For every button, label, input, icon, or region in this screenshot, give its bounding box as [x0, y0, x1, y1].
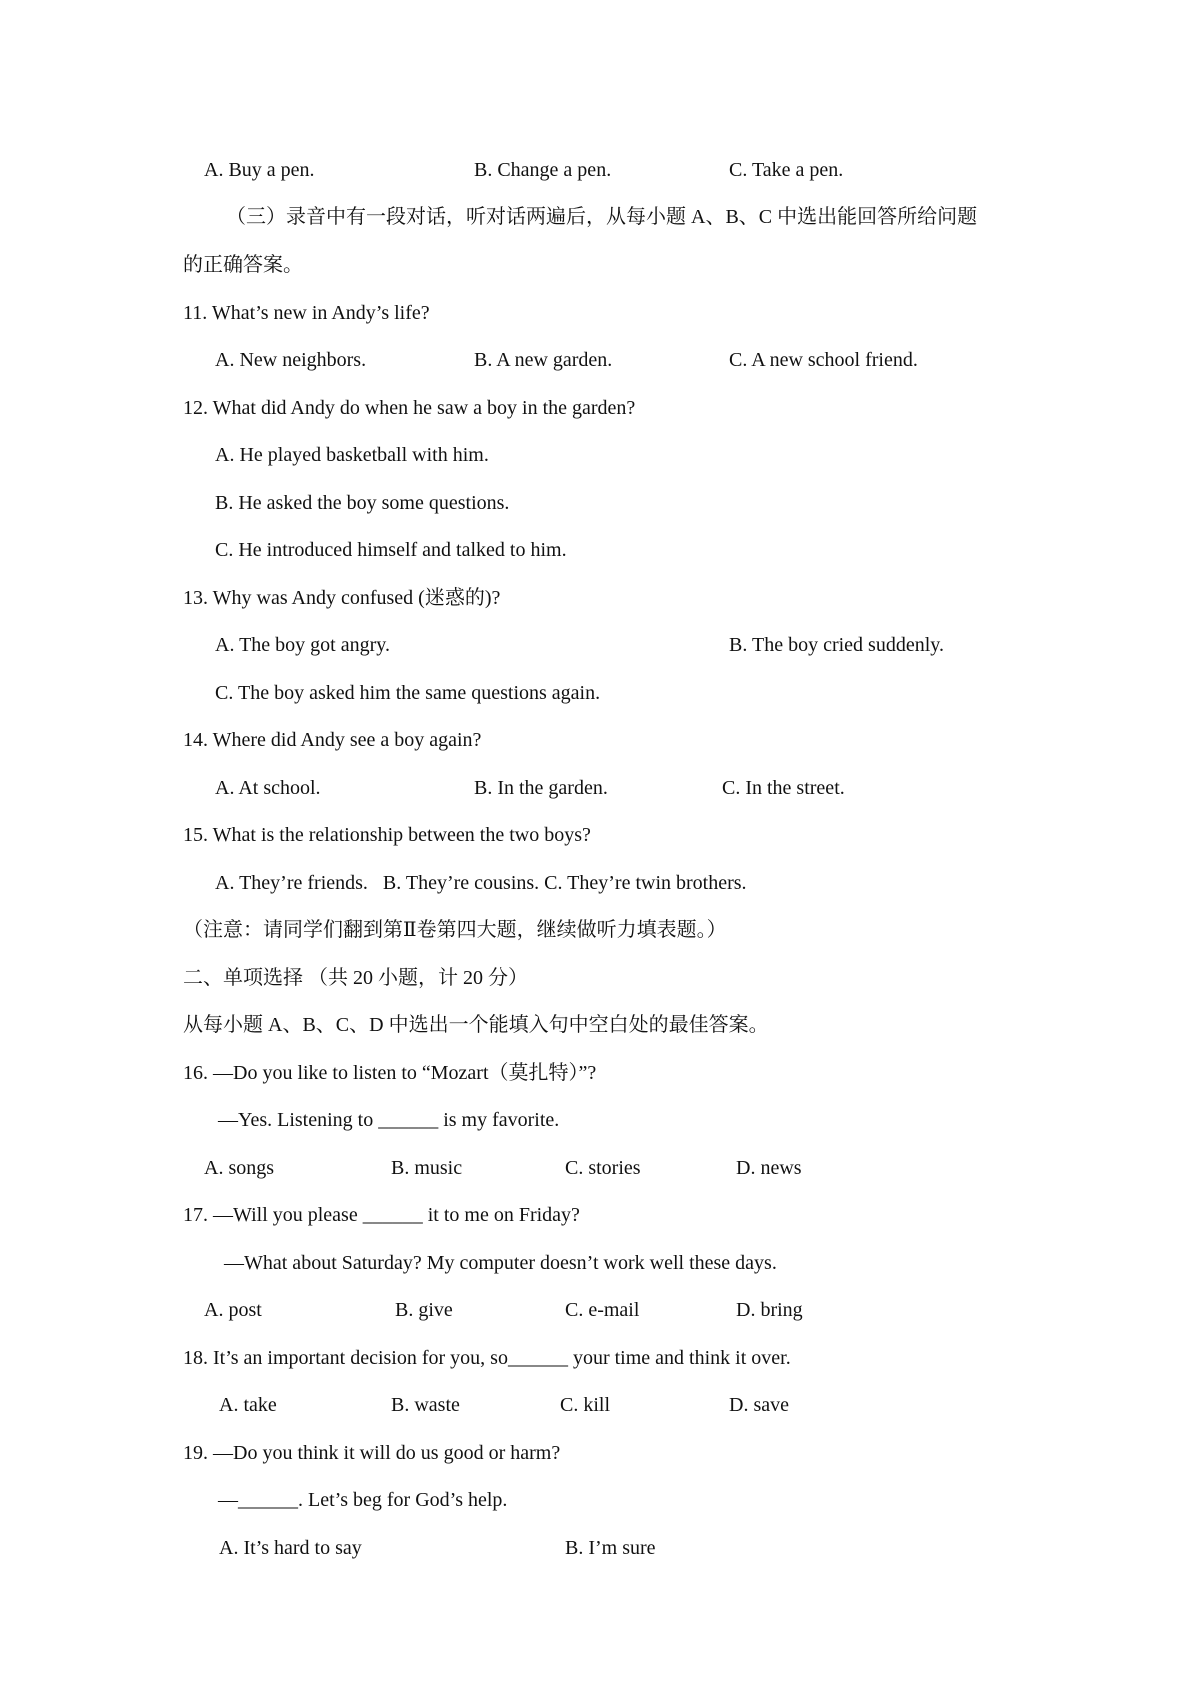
q18-option-b: B. waste — [391, 1394, 460, 1416]
q16-reply: —Yes. Listening to ______ is my favorite. — [218, 1109, 560, 1131]
section3-instruction-line1: （三）录音中有一段对话，听对话两遍后，从每小题 A、B、C 中选出能回答所给问题 — [226, 206, 978, 228]
q12-question: 12. What did Andy do when he saw a boy in the garden? — [183, 397, 636, 419]
q13-option-c: C. The boy asked him the same questions again. — [215, 682, 601, 704]
section3-instruction-line2: 的正确答案。 — [183, 254, 303, 276]
q13-option-b: B. The boy cried suddenly. — [729, 634, 944, 656]
q11-option-a: A. New neighbors. — [215, 349, 367, 371]
q10-option-b: B. Change a pen. — [474, 159, 612, 181]
q12-option-b: B. He asked the boy some questions. — [215, 492, 510, 514]
q19-reply: —______. Let’s beg for God’s help. — [218, 1489, 508, 1511]
q17-option-c: C. e-mail — [565, 1299, 640, 1321]
q15-question: 15. What is the relationship between the two boys? — [183, 824, 591, 846]
q14-option-c: C. In the street. — [722, 777, 845, 799]
q16-option-a: A. songs — [204, 1157, 275, 1179]
q12-option-a: A. He played basketball with him. — [215, 444, 489, 466]
listening-note: （注意：请同学们翻到第Ⅱ卷第四大题，继续做听力填表题。） — [183, 919, 727, 941]
q11-question: 11. What’s new in Andy’s life? — [183, 302, 430, 324]
q17-option-d: D. bring — [736, 1299, 803, 1321]
q11-option-b: B. A new garden. — [474, 349, 613, 371]
q13-option-a: A. The boy got angry. — [215, 634, 390, 656]
section2-instruction: 从每小题 A、B、C、D 中选出一个能填入句中空白处的最佳答案。 — [183, 1014, 769, 1036]
q11-option-c: C. A new school friend. — [729, 349, 918, 371]
q17-reply: —What about Saturday? My computer doesn’t work well these days. — [224, 1252, 777, 1274]
q16-option-d: D. news — [736, 1157, 802, 1179]
q13-question: 13. Why was Andy confused (迷惑的)? — [183, 587, 501, 609]
q17-question: 17. —Will you please ______ it to me on Friday? — [183, 1204, 580, 1226]
q18-question: 18. It’s an important decision for you, so______ your time and think it over. — [183, 1347, 791, 1369]
q16-option-b: B. music — [391, 1157, 463, 1179]
q19-option-a: A. It’s hard to say — [219, 1537, 362, 1559]
q10-option-a: A. Buy a pen. — [204, 159, 315, 181]
q14-option-b: B. In the garden. — [474, 777, 608, 799]
q19-question: 19. —Do you think it will do us good or harm? — [183, 1442, 561, 1464]
q10-option-c: C. Take a pen. — [729, 159, 844, 181]
q14-option-a: A. At school. — [215, 777, 321, 799]
q17-option-b: B. give — [395, 1299, 453, 1321]
q18-option-c: C. kill — [560, 1394, 611, 1416]
q16-option-c: C. stories — [565, 1157, 641, 1179]
q19-option-b: B. I’m sure — [565, 1537, 656, 1559]
q18-option-d: D. save — [729, 1394, 789, 1416]
section2-title: 二、单项选择 （共 20 小题，计 20 分） — [183, 967, 528, 989]
q17-option-a: A. post — [204, 1299, 262, 1321]
q14-question: 14. Where did Andy see a boy again? — [183, 729, 482, 751]
q12-option-c: C. He introduced himself and talked to him. — [215, 539, 567, 561]
q15-options: A. They’re friends. B. They’re cousins. C. They’re twin brothers. — [215, 872, 747, 894]
q18-option-a: A. take — [219, 1394, 277, 1416]
q16-question: 16. —Do you like to listen to “Mozart（莫扎特）”? — [183, 1062, 597, 1084]
